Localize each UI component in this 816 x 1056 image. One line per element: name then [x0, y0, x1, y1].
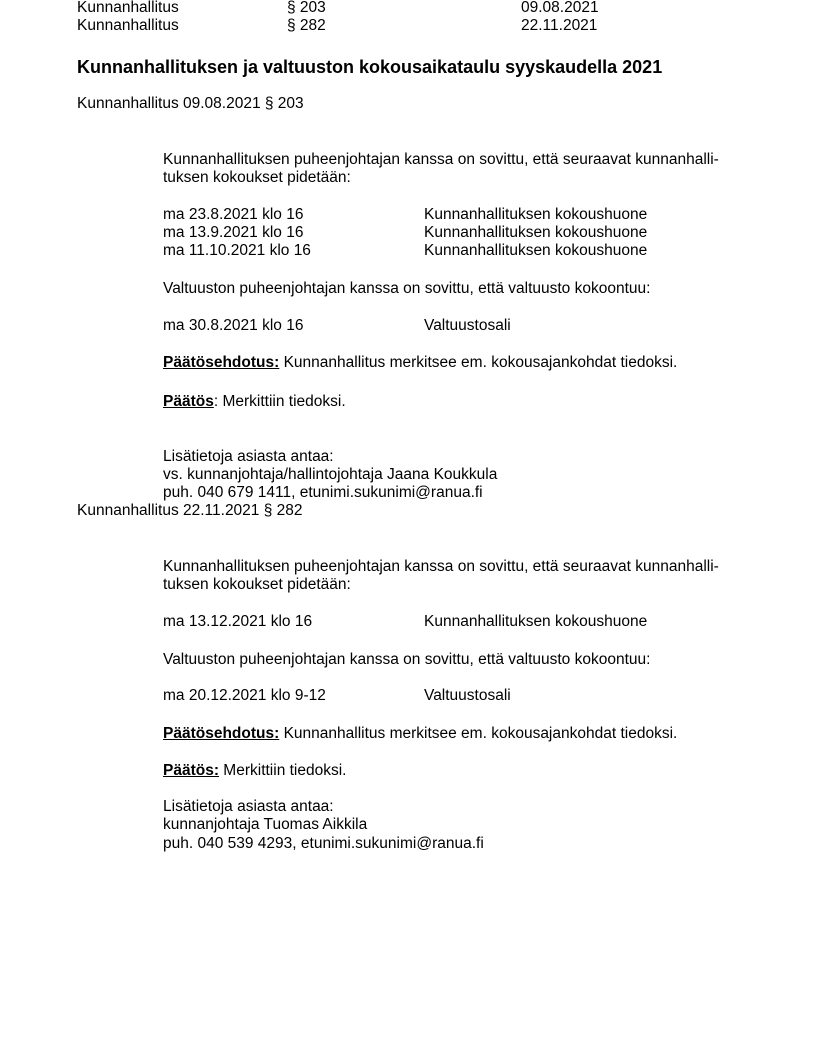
intro-line: tuksen kokoukset pidetään:	[163, 576, 351, 593]
contact-line: puh. 040 679 1411, etunimi.sukunimi@ranua.fi	[163, 484, 483, 501]
council-intro: Valtuuston puheenjohtajan kanssa on sovittu, että valtuusto kokoontuu:	[163, 280, 651, 297]
meeting-place: Kunnanhallituksen kokoushuone	[424, 242, 648, 259]
contact-line: Lisätietoja asiasta antaa:	[163, 448, 334, 465]
contact-line: vs. kunnanjohtaja/hallintojohtaja Jaana Koukkula	[163, 466, 498, 483]
meeting-time: ma 13.12.2021 klo 16	[163, 613, 313, 630]
index-body: Kunnanhallitus	[77, 17, 179, 34]
intro-line: Kunnanhallituksen puheenjohtajan kanssa on sovittu, että seuraavat kunnanhalli-	[163, 558, 719, 575]
council-intro: Valtuuston puheenjohtajan kanssa on sovittu, että valtuusto kokoontuu:	[163, 651, 651, 668]
meeting-place: Valtuustosali	[424, 317, 511, 334]
decision-text: Merkittiin tiedoksi.	[219, 762, 347, 779]
proposal-label: Päätösehdotus:	[163, 725, 280, 742]
decision-text: : Merkittiin tiedoksi.	[213, 393, 346, 410]
meeting-time: ma 11.10.2021 klo 16	[163, 242, 311, 259]
meeting-time: ma 23.8.2021 klo 16	[163, 206, 304, 223]
item-heading: Kunnanhallitus 22.11.2021 § 282	[77, 502, 303, 519]
decision-label: Päätös	[163, 393, 214, 410]
meeting-place: Kunnanhallituksen kokoushuone	[424, 206, 648, 223]
index-section: § 282	[287, 17, 326, 34]
index-date: 09.08.2021	[521, 0, 599, 16]
meeting-time: ma 20.12.2021 klo 9-12	[163, 687, 326, 704]
meeting-time: ma 30.8.2021 klo 16	[163, 317, 304, 334]
meeting-place: Kunnanhallituksen kokoushuone	[424, 613, 648, 630]
proposal-line	[163, 354, 677, 372]
meeting-place: Valtuustosali	[424, 687, 511, 704]
document-title: Kunnanhallituksen ja valtuuston kokousaikataulu syyskaudella 2021	[77, 57, 663, 77]
meeting-place: Kunnanhallituksen kokoushuone	[424, 224, 648, 241]
proposal-line	[163, 725, 677, 743]
intro-line: tuksen kokoukset pidetään:	[163, 169, 351, 186]
contact-line: Lisätietoja asiasta antaa:	[163, 798, 334, 815]
proposal-text: Kunnanhallitus merkitsee em. kokousajankohdat tiedoksi.	[279, 354, 678, 371]
contact-line: puh. 040 539 4293, etunimi.sukunimi@ranua.fi	[163, 835, 484, 852]
intro-line: Kunnanhallituksen puheenjohtajan kanssa on sovittu, että seuraavat kunnanhalli-	[163, 151, 719, 168]
meeting-time: ma 13.9.2021 klo 16	[163, 224, 304, 241]
item-heading: Kunnanhallitus 09.08.2021 § 203	[77, 95, 304, 112]
decision-line	[163, 393, 346, 411]
proposal-text: Kunnanhallitus merkitsee em. kokousajankohdat tiedoksi.	[279, 725, 678, 742]
proposal-label: Päätösehdotus:	[163, 354, 280, 371]
index-body: Kunnanhallitus	[77, 0, 179, 16]
index-date: 22.11.2021	[521, 17, 598, 34]
contact-line: kunnanjohtaja Tuomas Aikkila	[163, 816, 368, 833]
decision-label: Päätös:	[163, 762, 219, 779]
index-section: § 203	[287, 0, 326, 16]
decision-line	[163, 762, 346, 780]
